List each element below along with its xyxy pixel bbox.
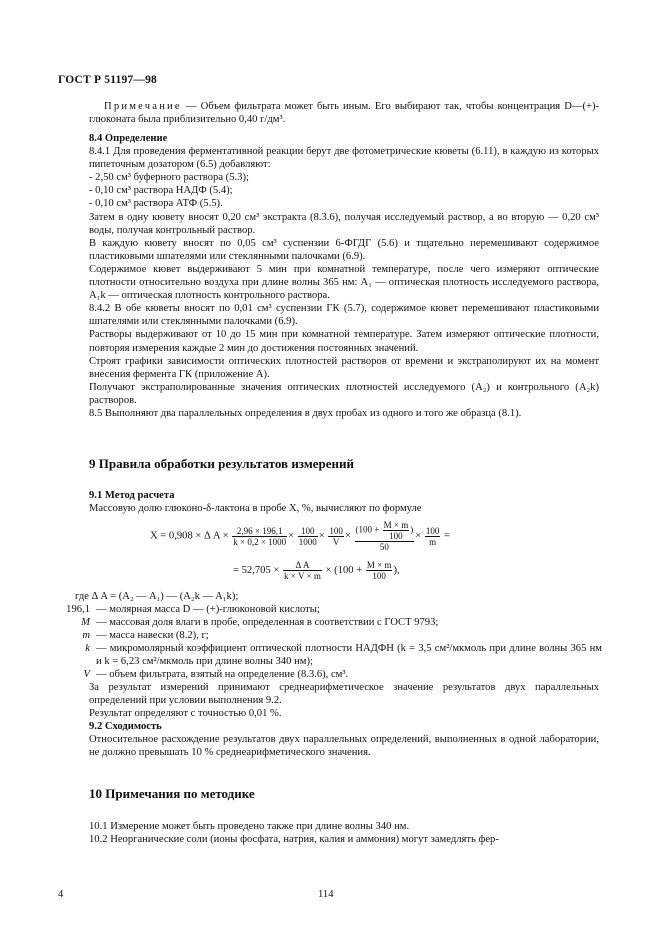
section-9-2-title: 9.2 Сходимость [89, 721, 162, 733]
fraction: $\frac{M \times m}{100}$ [366, 560, 392, 581]
note [89, 100, 599, 126]
paragraph: 10.2 Неорганические соли (ионы фосфата, натрия, калия и аммония) могут замедлять фер- [89, 834, 499, 846]
section-8-4-title: 8.4 Определение [89, 133, 168, 144]
fraction: (100 + $\frac{M \times m}{100}$ ) 50 [355, 520, 414, 552]
paragraph: Массовую долю глюконо-δ-лактона в пробе X, %, вычисляют по формуле [89, 503, 422, 515]
section-9-results [89, 681, 599, 760]
section-9-title: 9 Правила обработки результатов измерений [89, 456, 354, 471]
section-8-4 [89, 132, 599, 420]
section-9-1 [89, 489, 599, 515]
paragraph: Содержимое кювет выдерживают 5 мин при комнатной температуре, после чего измеряют оптические плотности относительно воздуха при длине волны 365 нм: A₁ — оптическая плотность исследуемого раствора, A₁k — оптическая плотность контрольного раствора. [89, 263, 599, 302]
section-10 [89, 820, 599, 846]
sheet-number: 114 [318, 889, 334, 900]
note-label: Примечание [104, 101, 182, 112]
fraction: $\frac{2,96 \times 196,1}{k \times 0,2 \times 1000}$ [233, 525, 287, 547]
paragraph: Получают экстраполированные значения оптических плотностей исследуемого (A₂) и контрольного (A₂k) растворов. [89, 381, 599, 406]
paragraph: Затем в одну кювету вносят 0,20 см³ экстракта (8.3.6), получая исследуемый раствор, а во вторую — 0,20 см³ воды, получая контрольный раствор. [89, 211, 599, 236]
fraction: $\frac{100}{1000}$ [298, 525, 317, 547]
paragraph: 8.4.2 В обе кюветы вносят по 0,01 см³ суспензии ГК (5.7), содержимое кювет перемешивают пластиковыми шпателями или стеклянными палочками (6.9). [89, 303, 599, 328]
paragraph: Растворы выдерживают от 10 до 15 мин при комнатной температуре. Затем измеряют оптические плотности, повторяя измерения каждые 2 мин до достижения постоянных значений. [89, 329, 599, 354]
legend-row: M — массовая доля влаги в пробе, определенная в соответствии с ГОСТ 9793; [81, 617, 439, 629]
fraction: $\frac{100}{m}$ [425, 525, 440, 547]
list-item: - 0,10 см³ раствора НАДФ (5.4); [89, 185, 233, 197]
paragraph: Строят графики зависимости оптических плотностей растворов от времени и экстраполируют их на момент внесения фермента ГК (приложение А). [89, 355, 599, 380]
paragraph: 8.5 Выполняют два параллельных определения в двух пробах из одного и того же образца (8.1). [89, 407, 522, 419]
formula-where [75, 590, 605, 603]
paragraph: Относительное расхождение результатов двух параллельных определений, выполненных в одной лаборатории, не должно превышать 10 % среднеарифметического значения. [89, 734, 599, 759]
paragraph: 8.4.1 Для проведения ферментативной реакции берут две фотометрические кюветы (6.11), в каждую из которых пипеточным дозатором (6.5) добавляют: [89, 146, 599, 171]
note-text: — Объем фильтрата может быть иным. Его выбирают так, чтобы концентрация D—(+)-глюконата была приблизительно 0,40 г/дм³. [89, 101, 599, 126]
formula-prefix: X = 0,908 × Δ A × [150, 530, 229, 542]
legend [50, 603, 602, 682]
section-9-1-title: 9.1 Метод расчета [89, 490, 175, 501]
fraction: $\frac{100}{V}$ [329, 525, 343, 547]
section-10-title: 10 Примечания по методике [89, 786, 255, 801]
paragraph: Результат определяют с точностью 0,01 %. [89, 708, 282, 720]
legend-row: m — масса навески (8.2), г; [82, 630, 209, 642]
standard-id: ГОСТ Р 51197—98 [58, 74, 157, 86]
list-item: - 2,50 см³ буферного раствора (5.3); [89, 172, 249, 184]
formula-line-1: X = 0,908 × Δ A × $\frac{2,96 \times 196,1}{k \times 0,2 \times 1000}$ × $\frac{100}{1000}$ × $\frac{100}{V}$ × (100 + $\frac{M \times m}{100}$ ) 50 × $\frac{100}{m}$ = [150, 520, 450, 552]
paragraph: За результат измерений принимают среднеарифметическое значение результатов двух параллельных определений при условии выполнения 9.2. [89, 682, 599, 707]
list-item: - 0,10 см³ раствора АТФ (5.5). [89, 198, 223, 210]
legend-row: 196,1 — молярная масса D — (+)-глюконовой кислоты; [66, 604, 320, 615]
paragraph: 10.1 Измерение может быть проведено также при длине волны 340 нм. [89, 821, 410, 832]
where-line: где Δ A = (A₂ — A₁) — (A₂k — A₁k); [75, 591, 239, 602]
page-number: 4 [58, 889, 64, 900]
legend-row: V — объем фильтрата, взятый на определение (8.3.6), см³. [83, 669, 349, 681]
formula-line-2: = 52,705 × $\frac{\text{Δ A}}{k \times V \times m}$ × (100 + $\frac{M \times m}{100}$ ), [233, 560, 400, 581]
paragraph: В каждую кювету вносят по 0,05 см³ суспензии 6-ФГДГ (5.6) и тщательно перемешивают содержимое пластиковыми шпателями или стеклянными палочками (6.9). [89, 237, 599, 262]
fraction: $\frac{\text{Δ A}}{k \times V \times m}$ [284, 560, 321, 581]
legend-row: k — микромолярный коэффициент оптической плотности НАДФН (k = 3,5 см²/мкмоль при длине волны 365 нм и k = 6,23 см²/мкмоль при длине волны 340 нм); [85, 643, 602, 668]
